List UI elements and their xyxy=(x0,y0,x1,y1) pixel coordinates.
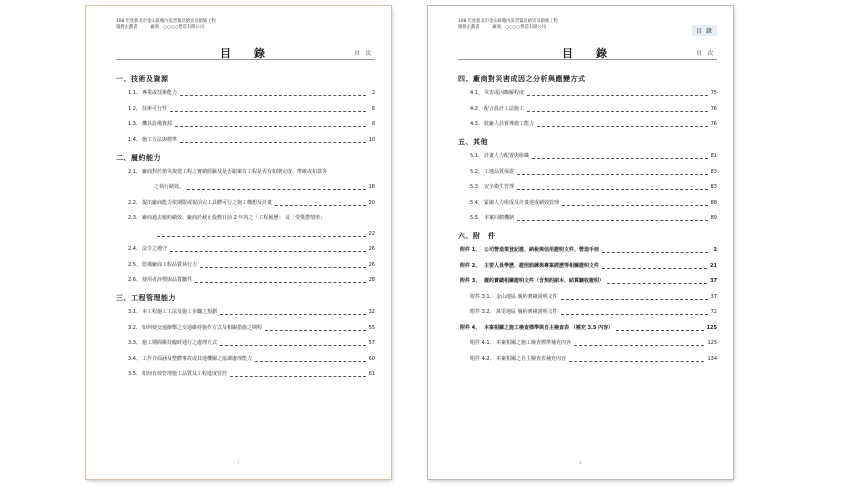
dot-leader xyxy=(602,268,707,269)
entry-number: 3.4、 xyxy=(128,355,141,362)
entry-label: 施工期間維持臨時通行之處理方式 xyxy=(142,340,218,346)
toc-entry[interactable] xyxy=(128,137,375,144)
toc-entry[interactable] xyxy=(128,340,375,347)
toc-entry[interactable] xyxy=(128,106,375,113)
entry-page-number: 61 xyxy=(368,371,375,377)
toc-body xyxy=(458,74,717,363)
header-company: 服務企劃書 廠商：○○○○營造有限公司 xyxy=(116,25,205,30)
entry-number: 2.3、 xyxy=(128,215,141,221)
entry-page-number: 55 xyxy=(368,324,375,331)
entry-label: 如何有效管理施工品質及工程進度管控 xyxy=(142,371,228,377)
toc-entry[interactable] xyxy=(128,90,375,97)
entry-label: 工作介面涵及整體事故或其他機關之協調處理能力 xyxy=(142,355,253,362)
entry-number: 3.1、 xyxy=(128,309,141,315)
entry-number: 5.3、 xyxy=(470,184,483,190)
entry-number: 3.2、 xyxy=(128,324,141,331)
toc-entry[interactable] xyxy=(128,371,375,378)
entry-number: 1.1、 xyxy=(128,90,141,96)
dot-leader xyxy=(170,111,366,112)
page-number: i xyxy=(237,460,240,465)
entry-number: 附件 4.2、 xyxy=(470,355,495,362)
dot-leader xyxy=(230,376,366,377)
entry-page-number: 22 xyxy=(368,230,375,237)
toc-entry[interactable] xyxy=(128,325,375,332)
toc-entry[interactable] xyxy=(470,153,717,160)
entry-label: 使用者評價與品質屬性 xyxy=(142,277,193,283)
entry-label: 如何使交通衝擊之交通維持施作方式及相關措施之期程 xyxy=(142,324,263,331)
dot-leader xyxy=(180,142,366,143)
toc-entry[interactable] xyxy=(470,215,717,222)
entry-page-number: 20 xyxy=(368,199,375,206)
appendix-entry[interactable] xyxy=(470,356,717,363)
entry-number: 3.3、 xyxy=(128,340,141,346)
page-header xyxy=(458,19,717,45)
toc-entry[interactable] xyxy=(470,169,717,176)
entry-number: 2.5、 xyxy=(128,261,141,268)
entry-number: 5.1、 xyxy=(470,153,483,159)
entry-page-number: 75 xyxy=(710,90,717,96)
dot-leader xyxy=(527,111,708,112)
entry-number: 附件 4、 xyxy=(460,324,481,331)
entry-page-number: 8 xyxy=(371,121,375,127)
dot-leader xyxy=(561,314,708,315)
toc-entry[interactable] xyxy=(128,309,375,316)
dot-leader xyxy=(157,236,366,237)
page-header xyxy=(116,19,375,45)
title-row xyxy=(458,45,717,60)
entry-label: 本案相關之施工檢查標準與自主檢查表 （補充 3.5 內容） xyxy=(484,324,614,331)
entry-page-number: 83 xyxy=(710,168,717,175)
page-number: ii xyxy=(579,460,582,465)
toc-entry[interactable] xyxy=(470,121,717,128)
dot-leader xyxy=(569,361,704,362)
toc-entry[interactable] xyxy=(140,184,375,191)
toc-section xyxy=(458,137,717,222)
toc-body xyxy=(116,74,375,378)
section-heading: 五、其他 xyxy=(458,138,488,146)
entry-label: 法令之遵守 xyxy=(142,246,168,252)
entry-number: 5.5、 xyxy=(470,215,483,221)
section-heading: 三、工程管理能力 xyxy=(116,294,176,302)
entry-page-number: 76 xyxy=(710,121,717,127)
page-title: 目 錄 xyxy=(220,47,271,60)
entry-page-number: 2 xyxy=(713,247,717,253)
dot-leader xyxy=(170,251,366,252)
toc-section xyxy=(116,74,375,144)
entry-label: 廠商過去履約績效、廠商於截止投標日前 2 年內之「工程履歷」 及「受獎懲情形」 xyxy=(142,215,325,221)
dot-leader xyxy=(517,189,708,190)
toc-entry[interactable] xyxy=(470,106,717,113)
entry-page-number: 134 xyxy=(707,355,717,362)
entry-number: 1.4、 xyxy=(128,136,141,143)
entry-number: 3.5、 xyxy=(128,371,141,377)
entry-label: 廠商對於搶災復建工程之實績經驗及是否跟案有工程是否有如期完成、準確或扣款等 xyxy=(142,168,328,175)
toc-entry[interactable] xyxy=(128,169,375,176)
entry-page-number: 125 xyxy=(706,324,717,331)
entry-number: 2.6、 xyxy=(128,277,141,283)
entry-label: 本案相關之自主檢查表補充內容 xyxy=(496,355,567,362)
entry-page-number: 10 xyxy=(368,136,375,143)
toc-page-left xyxy=(86,6,391,479)
toc-section xyxy=(116,293,375,378)
toc-section xyxy=(458,74,717,128)
header-project-name: 108 年度新北市金山區轄內災害緊急搶災及搶修工程 xyxy=(116,19,216,24)
entry-label: 計畫人力配置與組織 xyxy=(484,153,530,159)
entry-label: 主要人員學歷、證照訓練與專案經歷等相關證明文件 xyxy=(484,262,600,269)
entry-label: 技術可行性 xyxy=(142,105,168,112)
dot-leader xyxy=(175,126,366,127)
entry-page-number: 83 xyxy=(710,184,717,190)
entry-number: 附件 1、 xyxy=(460,247,481,253)
entry-label: 公司營造業登記證、納稅與信用證明文件、營造手冊 xyxy=(484,247,600,253)
entry-page-number: 81 xyxy=(710,153,717,159)
appendix-entry[interactable] xyxy=(460,263,717,270)
page-column-label: 頁 次 xyxy=(696,51,715,57)
entry-label: 本工程施工工法及施工步驟之規劃 xyxy=(142,309,218,315)
toc-entry[interactable] xyxy=(128,262,375,269)
entry-label: 之執行績效。 xyxy=(154,184,185,190)
toc-section xyxy=(116,153,375,285)
dot-leader xyxy=(517,220,708,221)
header-project-name: 108 年度新北市金山區轄內災害緊急搶災及搶修工程 xyxy=(458,19,558,24)
entry-label: 施工方法與標準 xyxy=(142,136,178,143)
entry-number: 4.2、 xyxy=(470,105,483,112)
dot-leader xyxy=(517,174,708,175)
dot-leader xyxy=(275,205,366,206)
entry-number: 附件 4.1、 xyxy=(470,340,495,346)
entry-page-number: 21 xyxy=(710,262,717,269)
entry-label: 災害成因瞭解程度 xyxy=(484,90,525,96)
dot-leader xyxy=(200,267,366,268)
toc-entry[interactable] xyxy=(470,90,717,97)
entry-page-number: 57 xyxy=(368,340,375,346)
dot-leader xyxy=(607,283,707,284)
dot-leader xyxy=(220,314,366,315)
entry-number: 附件 2、 xyxy=(460,262,481,269)
entry-number: 附件 3.2、 xyxy=(470,309,495,315)
entry-label: 工地品質保證 xyxy=(484,168,515,175)
entry-number: 附件 3.1、 xyxy=(470,293,495,300)
entry-number: 附件 3、 xyxy=(460,278,481,284)
dot-leader xyxy=(180,95,366,96)
toc-entry[interactable] xyxy=(128,215,375,222)
dot-leader xyxy=(187,189,366,190)
toc-entry[interactable] xyxy=(470,200,717,207)
entry-page-number: 32 xyxy=(368,309,375,315)
entry-label: 機具設備資源 xyxy=(142,121,173,127)
dot-leader xyxy=(562,205,708,206)
page-title: 目 錄 xyxy=(562,47,613,60)
entry-label: 駐廠人員督導施工能力 xyxy=(484,121,535,127)
dot-leader xyxy=(532,158,708,159)
entry-number: 2.1、 xyxy=(128,168,141,175)
title-row xyxy=(116,45,375,60)
entry-label: 安全衛生管理 xyxy=(484,184,515,190)
appendix-entry[interactable] xyxy=(460,278,717,285)
toc-entry[interactable] xyxy=(140,231,375,238)
section-heading: 四、廠商對災害成因之分析與應變方式 xyxy=(458,75,586,83)
entry-label: 專業或技術能力 xyxy=(142,90,178,96)
entry-page-number: 88 xyxy=(710,199,717,206)
entry-page-number: 18 xyxy=(368,184,375,190)
header-company: 服務企劃書 廠商：○○○○營造有限公司 xyxy=(458,25,547,30)
section-heading: 二、履約能力 xyxy=(116,153,161,162)
entry-label: 本案相關之施工檢查標準補充內容 xyxy=(496,340,572,346)
toc-entry[interactable] xyxy=(128,121,375,128)
entry-label: 萬里地區 履約實績證明文件 xyxy=(496,309,558,315)
entry-number: 5.4、 xyxy=(470,199,483,206)
dot-leader xyxy=(265,330,366,331)
toc-entry[interactable] xyxy=(470,184,717,191)
entry-label: 監備廠商工程品質執行力 xyxy=(142,261,198,268)
dot-leader xyxy=(255,361,366,362)
toc-entry[interactable] xyxy=(128,277,375,284)
entry-label: 本案回饋機制 xyxy=(484,215,515,221)
dot-leader xyxy=(220,345,366,346)
entry-number: 4.3、 xyxy=(470,121,483,127)
page-column-label: 頁 次 xyxy=(354,51,373,57)
entry-label: 履約實績相關證明文件（含契約副本、結算驗收證明） xyxy=(484,278,605,284)
entry-label: 配合設計工法施工 xyxy=(484,105,525,112)
dot-leader xyxy=(602,252,708,253)
entry-number: 4.1、 xyxy=(470,90,483,96)
dot-leader xyxy=(537,126,708,127)
appendix-entry[interactable] xyxy=(460,247,717,254)
entry-number: 2.2、 xyxy=(128,199,141,206)
entry-page-number: 26 xyxy=(368,246,375,252)
entry-number: 2.4、 xyxy=(128,246,141,252)
appendix-entry[interactable] xyxy=(460,325,717,332)
toc-badge: 目 錄 xyxy=(692,25,717,36)
entry-page-number: 2 xyxy=(371,90,375,96)
entry-page-number: 28 xyxy=(368,277,375,283)
entry-page-number: 72 xyxy=(710,309,717,315)
dot-leader xyxy=(561,299,708,300)
entry-number: 1.2、 xyxy=(128,105,141,112)
toc-section xyxy=(458,231,717,363)
entry-page-number: 76 xyxy=(710,105,717,112)
entry-number: 1.3、 xyxy=(128,121,141,127)
toc-page-right xyxy=(428,6,733,479)
entry-label: 金山地區 履約實績證明文件 xyxy=(496,293,558,300)
entry-page-number: 125 xyxy=(707,340,717,346)
toc-entry[interactable] xyxy=(128,200,375,207)
entry-page-number: 6 xyxy=(371,105,375,112)
dot-leader xyxy=(616,330,703,331)
section-heading: 一、技術及資源 xyxy=(116,75,169,83)
entry-page-number: 37 xyxy=(710,293,717,300)
toc-entry[interactable] xyxy=(128,356,375,363)
appendix-entry[interactable] xyxy=(470,340,717,347)
entry-label: 緊縮人力組成及計畫達成績效管理 xyxy=(484,199,560,206)
entry-page-number: 60 xyxy=(368,355,375,362)
entry-page-number: 89 xyxy=(710,215,717,221)
toc-entry[interactable] xyxy=(128,246,375,253)
appendix-entry[interactable] xyxy=(470,309,717,316)
section-heading: 六、附 件 xyxy=(458,232,496,240)
entry-page-number: 26 xyxy=(368,261,375,268)
dot-leader xyxy=(527,95,708,96)
entry-label: 提出廠商能力依期限或提前完工具體可行之施工構想及計畫 xyxy=(142,199,273,206)
dot-leader xyxy=(195,282,366,283)
entry-number: 5.2、 xyxy=(470,168,483,175)
dot-leader xyxy=(574,345,704,346)
entry-page-number: 37 xyxy=(710,278,717,284)
appendix-entry[interactable] xyxy=(470,294,717,301)
